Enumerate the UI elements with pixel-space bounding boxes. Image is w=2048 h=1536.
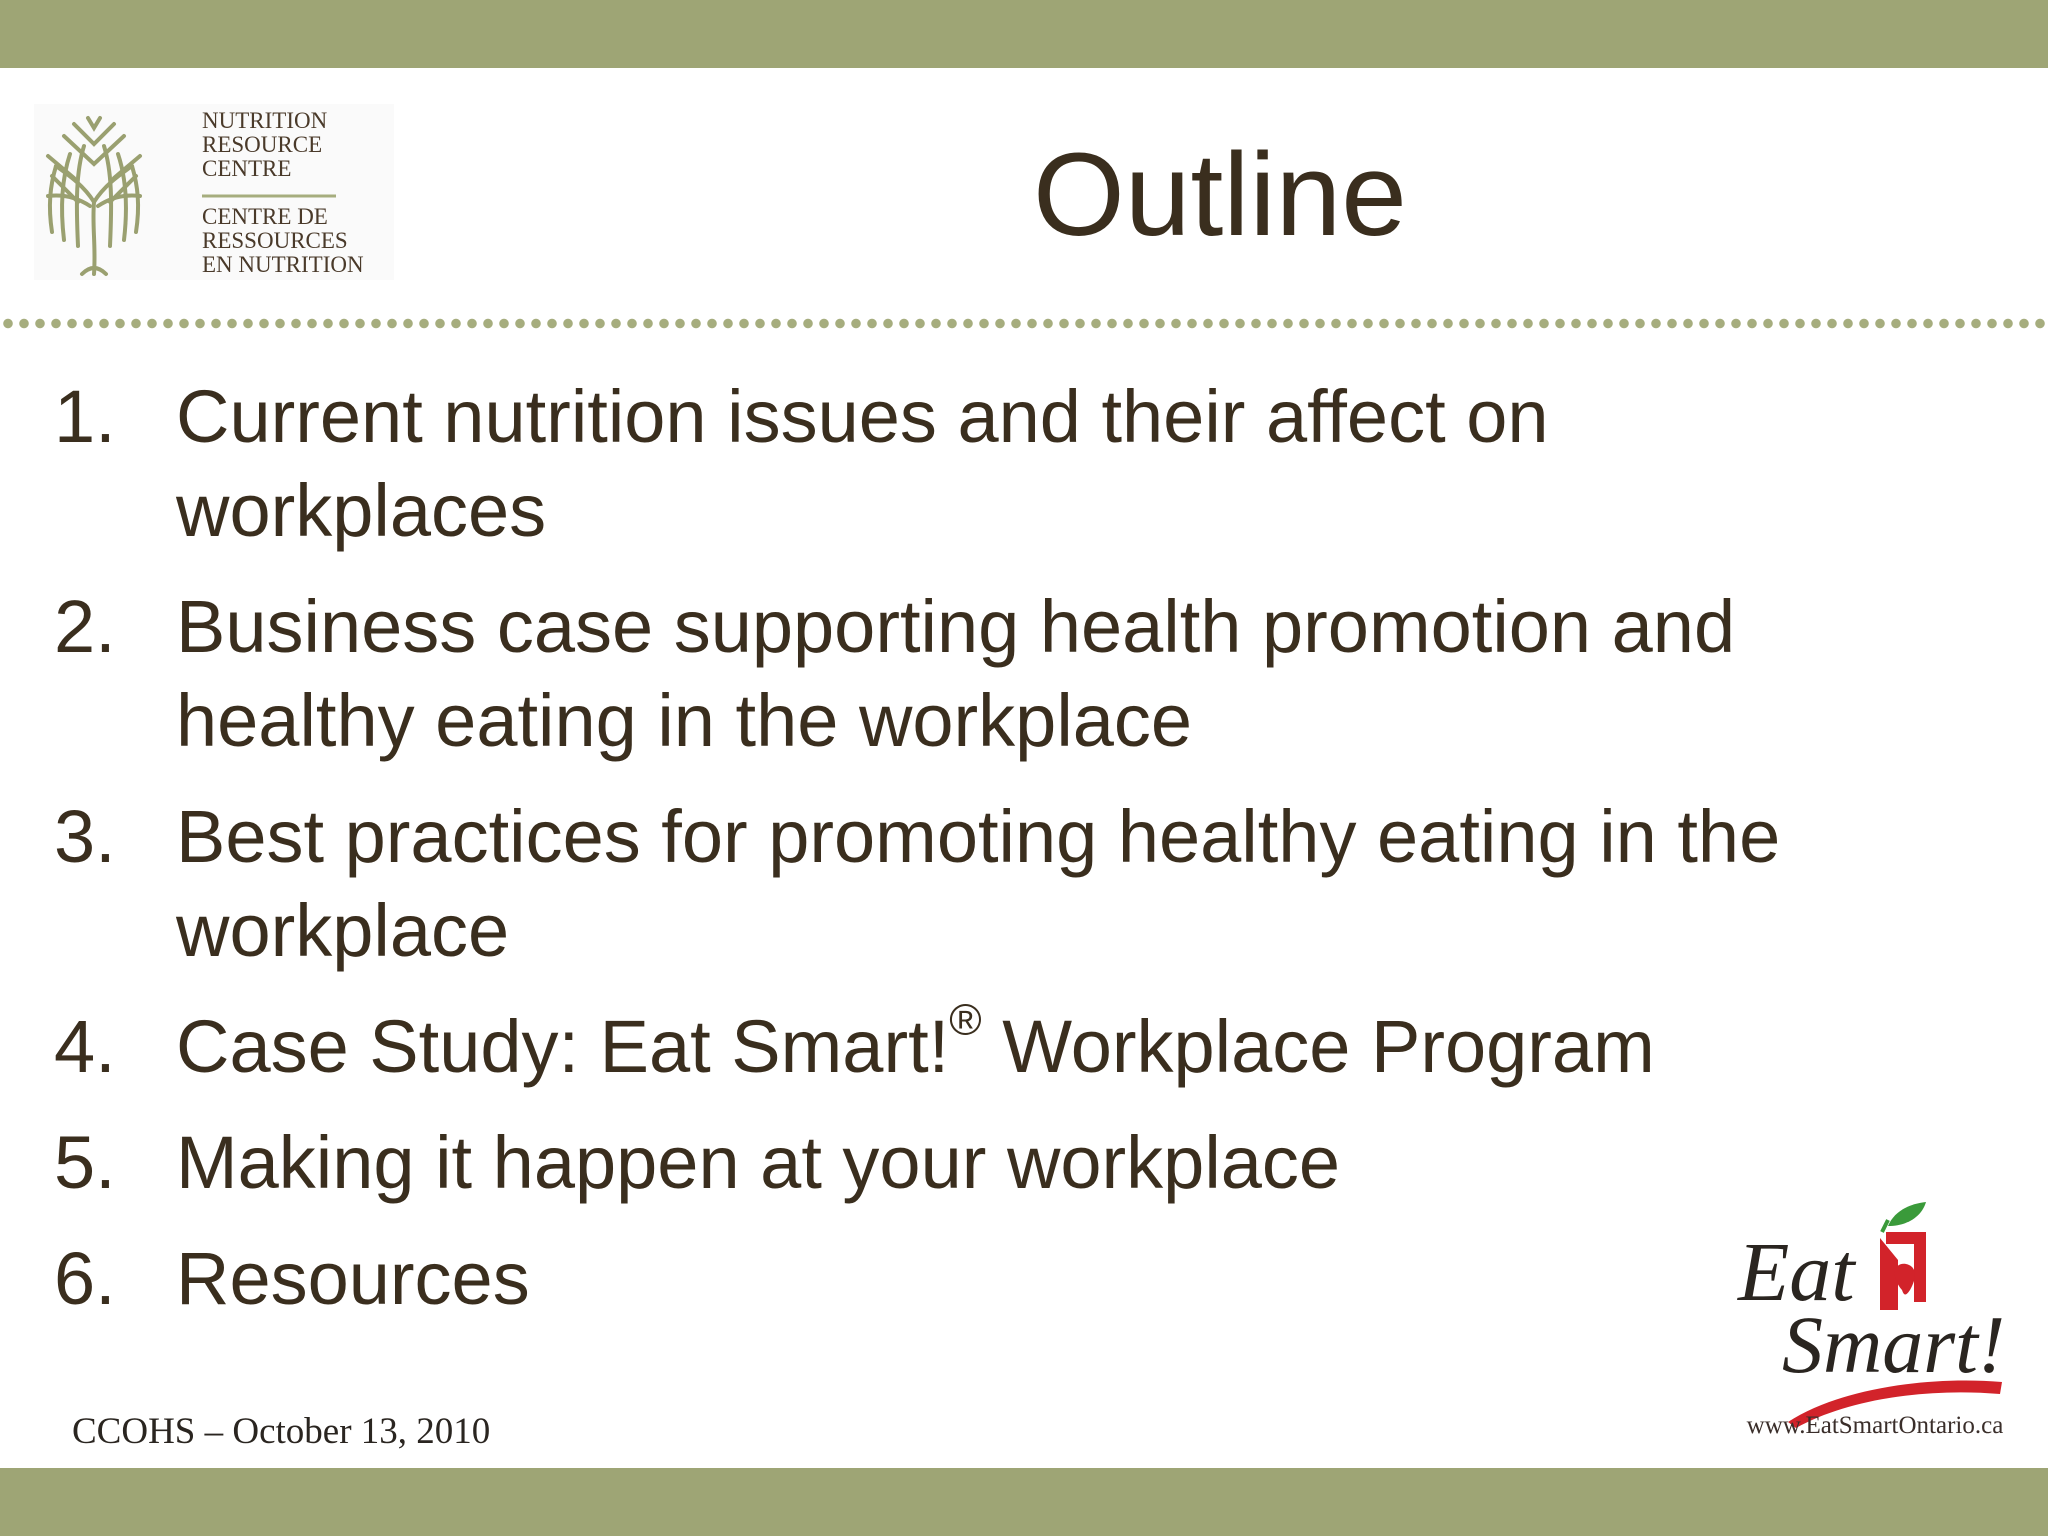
tree-logo-icon (34, 106, 154, 278)
nrc-line-fr-3: EN NUTRITION (202, 252, 364, 277)
registered-mark: ® (949, 995, 982, 1045)
brand-smart: Smart! (1782, 1299, 2006, 1390)
item-text (176, 995, 1916, 1094)
footer-date: CCOHS – October 13, 2010 (72, 1411, 491, 1452)
nrc-line-fr-2: RESSOURCES (202, 228, 348, 253)
eat-smart-url: www.EatSmartOntario.ca (1746, 1412, 2004, 1439)
item-text: Business case supporting health promotion and healthy eating in the workplace (176, 585, 1736, 762)
item-text: Making it happen at your workplace (176, 1121, 1341, 1204)
eat-smart-logo (1730, 1190, 2020, 1440)
item-number: 4. (54, 1005, 116, 1088)
item-text: Current nutrition issues and their affect on workplaces (176, 375, 1549, 552)
item-text: Best practices for promoting healthy eating in the workplace (176, 795, 1781, 972)
item-number: 6. (54, 1237, 116, 1320)
item-number: 2. (54, 585, 116, 668)
slide-title: Outline (1033, 129, 1407, 261)
item-number: 3. (54, 795, 116, 878)
item-number: 5. (54, 1121, 116, 1204)
top-band (0, 0, 2048, 68)
item-text-part: Case Study: Eat Smart! (176, 1005, 950, 1088)
dotted-divider (0, 318, 2048, 329)
nrc-line-en-2: RESOURCE (202, 132, 323, 157)
item-number: 1. (54, 375, 116, 458)
nrc-wordmark (202, 108, 394, 278)
nrc-line-fr-1: CENTRE DE (202, 204, 328, 229)
item-text-part: Workplace Program (981, 1005, 1655, 1088)
nutrition-resource-centre-logo (34, 104, 394, 280)
nrc-line-en-3: CENTRE (202, 156, 292, 181)
brand-eat: Eat (1738, 1226, 1855, 1319)
nrc-line-en-1: NUTRITION (202, 108, 328, 133)
bottom-band (0, 1468, 2048, 1536)
item-text: Resources (176, 1237, 530, 1320)
